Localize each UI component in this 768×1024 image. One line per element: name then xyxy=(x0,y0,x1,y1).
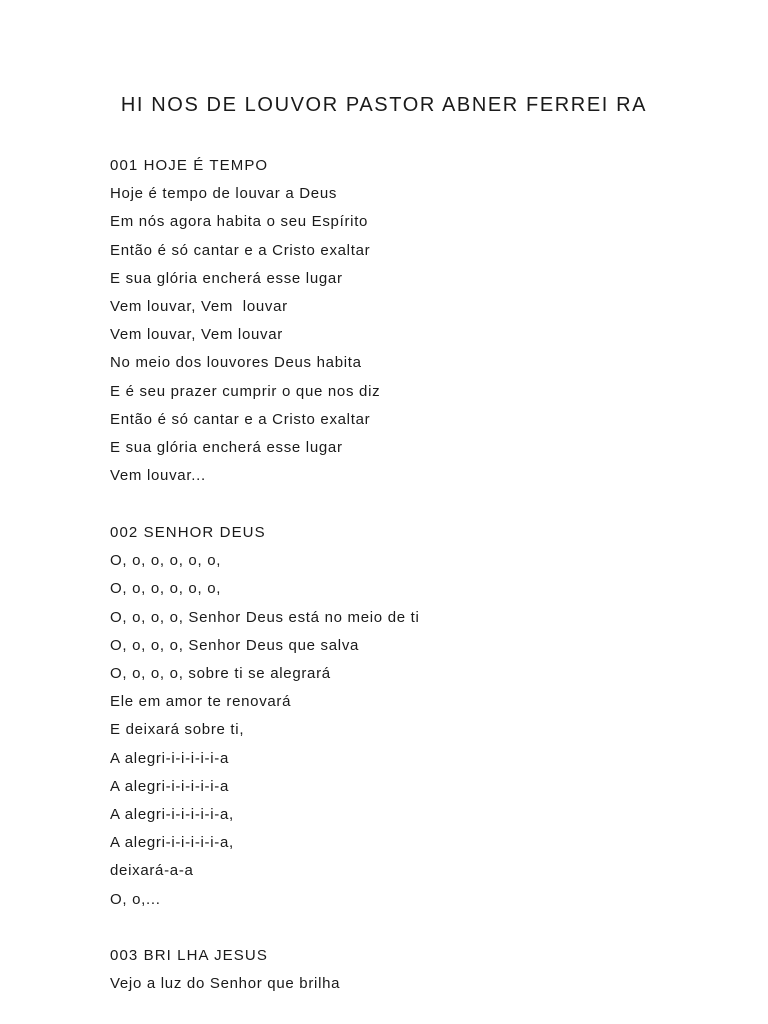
lyric-line: Vem louvar... xyxy=(110,467,206,485)
lyric-line: Vem louvar, Vem louvar xyxy=(110,298,288,316)
lyric-line: No meio dos louvores Deus habita xyxy=(110,354,362,372)
lyric-line: E é seu prazer cumprir o que nos diz xyxy=(110,382,381,400)
lyric-line: Ele em amor te renovará xyxy=(110,693,292,711)
lyric-line: Em nós agora habita o seu Espírito xyxy=(110,213,369,231)
lyric-line: O, o, o, o, o, o, xyxy=(110,552,222,570)
lyric-line: A alegri-i-i-i-i-i-a, xyxy=(110,806,234,824)
lyric-line: O, o, o, o, sobre ti se alegrará xyxy=(110,665,331,683)
lyric-line: A alegri-i-i-i-i-i-a xyxy=(110,749,230,767)
lyric-line: O, o,... xyxy=(110,890,161,908)
hymn-003 xyxy=(110,942,340,998)
lyric-line: E sua glória encherá esse lugar xyxy=(110,269,343,287)
lyric-line: O, o, o, o, Senhor Deus está no meio de ti xyxy=(110,608,420,626)
hymn-title: 002 SENHOR DEUS xyxy=(110,524,266,541)
lyric-line: A alegri-i-i-i-i-i-a, xyxy=(110,834,234,852)
hymn-001 xyxy=(110,152,380,490)
lyric-line: O, o, o, o, Senhor Deus que salva xyxy=(110,636,360,654)
lyric-line: Hoje é tempo de louvar a Deus xyxy=(110,185,338,203)
lyric-line: deixará-a-a xyxy=(110,862,194,880)
lyric-line: Então é só cantar e a Cristo exaltar xyxy=(110,410,371,428)
hymn-title: 001 HOJE É TEMPO xyxy=(110,157,269,174)
lyric-line: A alegri-i-i-i-i-i-a xyxy=(110,777,230,795)
document-title: HI NOS DE LOUVOR PASTOR ABNER FERREI RA xyxy=(120,94,648,116)
lyric-line: O, o, o, o, o, o, xyxy=(110,580,222,598)
hymn-002 xyxy=(110,519,420,914)
lyric-line: Vem louvar, Vem louvar xyxy=(110,326,283,344)
hymn-title: 003 BRI LHA JESUS xyxy=(110,947,268,964)
lyric-line: Então é só cantar e a Cristo exaltar xyxy=(110,241,371,259)
lyric-line: Vejo a luz do Senhor que brilha xyxy=(110,975,341,993)
lyric-line: E deixará sobre ti, xyxy=(110,721,245,739)
lyric-line: E sua glória encherá esse lugar xyxy=(110,439,343,457)
